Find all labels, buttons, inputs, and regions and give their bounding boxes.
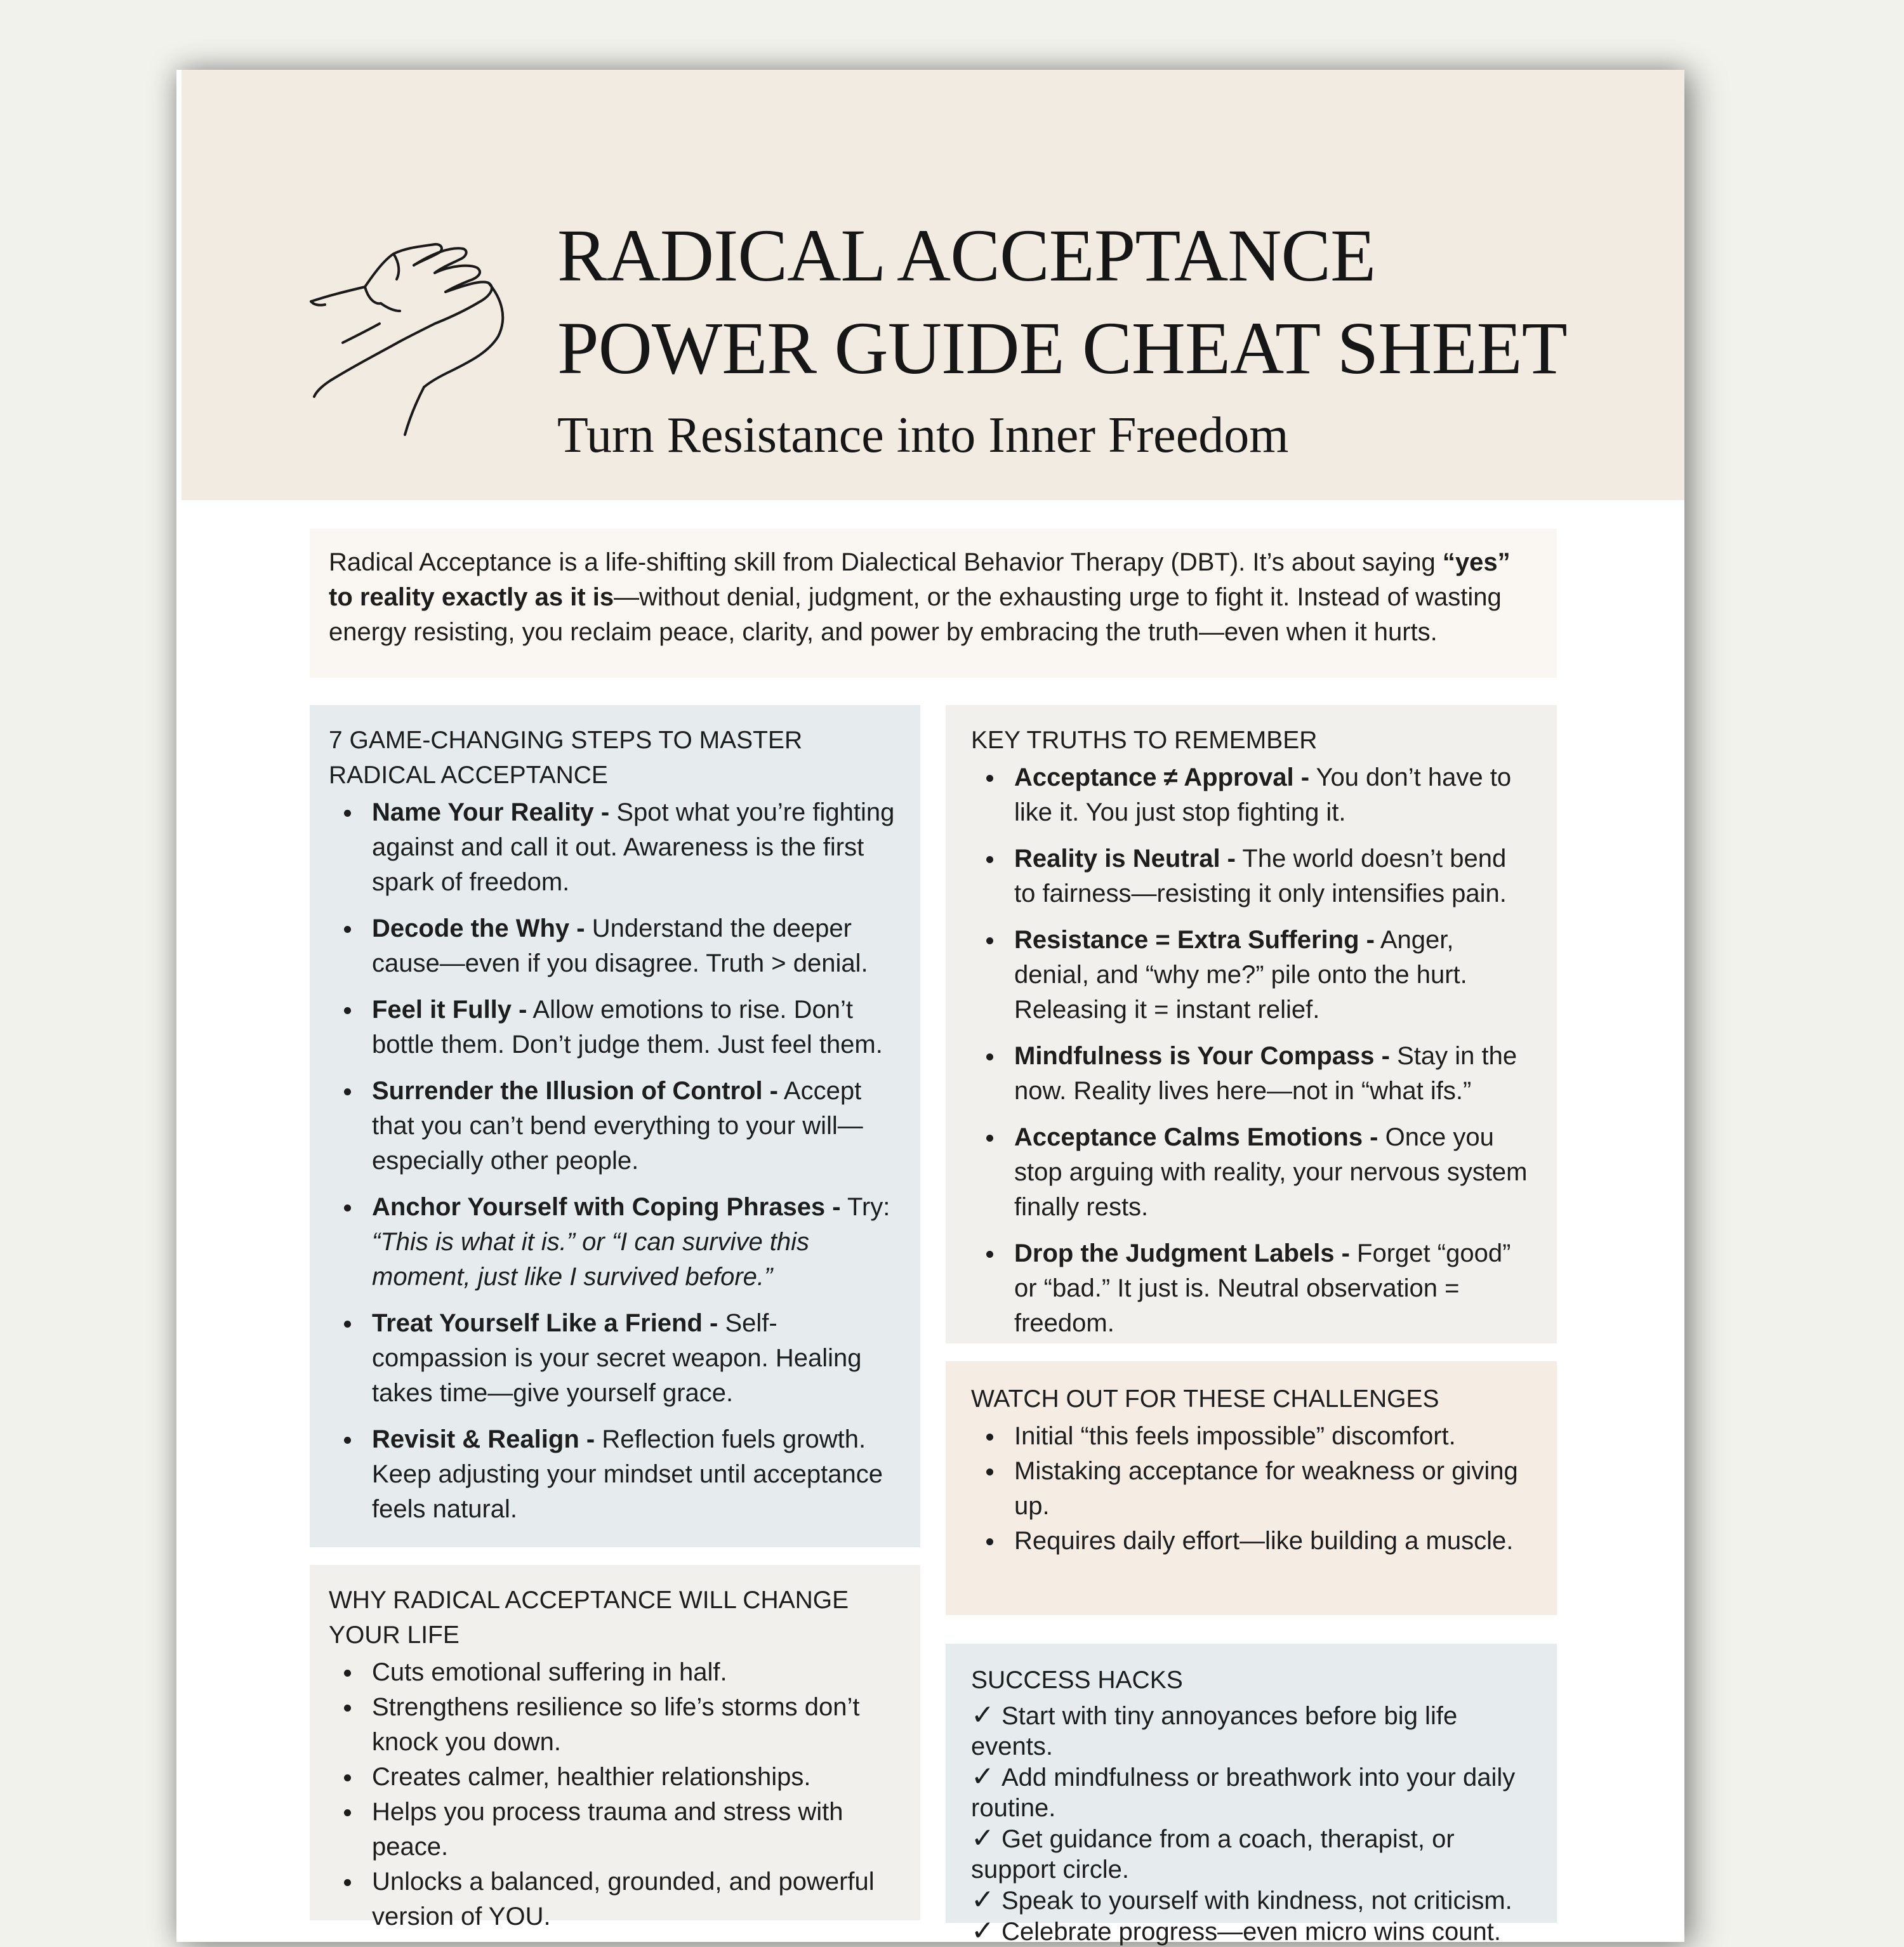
why-item: Helps you process trauma and stress with peace. <box>329 1795 901 1864</box>
hacks-heading: SUCCESS HACKS <box>971 1666 1183 1694</box>
why-heading: WHY RADICAL ACCEPTANCE WILL CHANGE YOUR LIFE <box>329 1587 849 1649</box>
challenges-heading: WATCH OUT FOR THESE CHALLENGES <box>971 1385 1439 1413</box>
challenge-item: Mistaking acceptance for weakness or giving up. <box>971 1454 1531 1524</box>
hack-item <box>971 1700 1531 1762</box>
step-title: Name Your Reality - <box>372 798 610 826</box>
hack-item <box>971 1823 1531 1885</box>
title-line-2: POWER GUIDE CHEAT SHEET <box>557 307 1567 390</box>
intro-box <box>310 529 1557 678</box>
check-icon: ✓ <box>971 1884 995 1915</box>
truth-text: Anger, denial, and “why me?” pile onto the hurt. Releasing it = instant relief. <box>1014 926 1467 1024</box>
hack-text: Speak to yourself with kindness, not criticism. <box>1002 1887 1512 1915</box>
why-item: Unlocks a balanced, grounded, and powerful version of YOU. <box>329 1864 901 1934</box>
steps-section <box>310 705 920 1547</box>
hack-text: Celebrate progress—even micro wins count. <box>1002 1918 1502 1946</box>
step-item <box>329 1306 901 1411</box>
hacks-list <box>971 1700 1531 1947</box>
challenge-item: Initial “this feels impossible” discomfort. <box>971 1419 1531 1454</box>
step-title: Revisit & Realign - <box>372 1425 595 1453</box>
truth-item <box>971 760 1531 830</box>
step-text: Accept that you can’t bend everything to your will—especially other people. <box>372 1077 863 1175</box>
challenges-section <box>946 1361 1557 1615</box>
step-title: Surrender the Illusion of Control - <box>372 1077 778 1105</box>
step-text: Reflection fuels growth. Keep adjusting your mindset until acceptance feels natural. <box>372 1425 883 1523</box>
truth-item <box>971 1039 1531 1109</box>
step-text: Allow emotions to rise. Don’t bottle them. Don’t judge them. Just feel them. <box>372 996 883 1059</box>
truth-text: The world doesn’t bend to fairness—resisting it only intensifies pain. <box>1014 845 1507 908</box>
step-text: Understand the deeper cause—even if you disagree. Truth > denial. <box>372 914 868 977</box>
step-item <box>329 1074 901 1178</box>
why-section <box>310 1565 920 1930</box>
truth-text: Stay in the now. Reality lives here—not in “what ifs.” <box>1014 1042 1517 1105</box>
intro-text-end: —without denial, judgment, or the exhausting urge to fight it. Instead of wasting energy resisting, you reclaim peace, clarity, and power by embracing the truth—even when it hurts. <box>329 583 1502 646</box>
truth-title: Acceptance Calms Emotions - <box>1014 1123 1378 1151</box>
intro-text-bold: “yes” to reality exactly as it is <box>329 548 1511 611</box>
truths-section <box>946 705 1557 1343</box>
truth-title: Resistance = Extra Suffering - <box>1014 926 1375 954</box>
step-item <box>329 795 901 900</box>
steps-list <box>329 795 901 1527</box>
truth-text: Forget “good” or “bad.” It just is. Neutral observation = freedom. <box>1014 1239 1511 1337</box>
step-title: Feel it Fully - <box>372 996 527 1024</box>
truth-title: Acceptance ≠ Approval - <box>1014 763 1310 791</box>
check-icon: ✓ <box>971 1761 995 1792</box>
hacks-section <box>946 1644 1557 1946</box>
challenges-list <box>971 1419 1531 1559</box>
truth-item <box>971 1120 1531 1225</box>
steps-heading: 7 GAME-CHANGING STEPS TO MASTER RADICAL ACCEPTANCE <box>329 727 803 789</box>
hack-item <box>971 1916 1531 1947</box>
step-text: Self-compassion is your secret weapon. Healing takes time—give yourself grace. <box>372 1309 862 1407</box>
truth-title: Reality is Neutral - <box>1014 845 1236 873</box>
truth-text: You don’t have to like it. You just stop fighting it. <box>1014 763 1512 826</box>
why-item: Creates calmer, healthier relationships. <box>329 1760 901 1795</box>
truth-title: Drop the Judgment Labels - <box>1014 1239 1350 1267</box>
why-item: Strengthens resilience so life’s storms don’t knock you down. <box>329 1690 901 1760</box>
hack-text: Get guidance from a coach, therapist, or support circle. <box>971 1825 1455 1884</box>
hack-item <box>971 1762 1531 1823</box>
page-subtitle: Turn Resistance into Inner Freedom <box>557 407 1289 463</box>
truth-item <box>971 923 1531 1027</box>
step-text: Spot what you’re fighting against and call it out. Awareness is the first spark of freedom. <box>372 798 895 896</box>
why-list <box>329 1655 901 1934</box>
truth-item <box>971 1236 1531 1341</box>
step-item <box>329 911 901 981</box>
hack-text: Add mindfulness or breathwork into your daily routine. <box>971 1764 1516 1822</box>
step-item <box>329 1190 901 1295</box>
truth-text: Once you stop arguing with reality, your nervous system finally rests. <box>1014 1123 1528 1221</box>
hack-item <box>971 1885 1531 1916</box>
step-item <box>329 993 901 1062</box>
step-title: Treat Yourself Like a Friend - <box>372 1309 718 1337</box>
challenge-item: Requires daily effort—like building a muscle. <box>971 1524 1531 1559</box>
truth-title: Mindfulness is Your Compass - <box>1014 1042 1390 1070</box>
step-quote: “This is what it is.” or “I can survive this moment, just like I survived before.” <box>372 1228 810 1291</box>
truths-heading: KEY TRUTHS TO REMEMBER <box>971 727 1318 754</box>
step-title: Anchor Yourself with Coping Phrases - <box>372 1193 841 1221</box>
open-hands-icon <box>305 228 514 438</box>
step-title: Decode the Why - <box>372 914 585 942</box>
truth-item <box>971 842 1531 911</box>
hack-text: Start with tiny annoyances before big life events. <box>971 1702 1458 1760</box>
intro-text-start: Radical Acceptance is a life-shifting skill from Dialectical Behavior Therapy (DBT). It’s about saying <box>329 548 1443 576</box>
check-icon: ✓ <box>971 1700 995 1731</box>
page-title <box>557 209 1567 395</box>
why-item: Cuts emotional suffering in half. <box>329 1655 901 1690</box>
title-line-1: RADICAL ACCEPTANCE <box>557 214 1376 297</box>
check-icon: ✓ <box>971 1823 995 1854</box>
check-icon: ✓ <box>971 1915 995 1946</box>
step-text: Try: <box>840 1193 890 1221</box>
step-item <box>329 1422 901 1527</box>
truths-list <box>971 760 1531 1341</box>
